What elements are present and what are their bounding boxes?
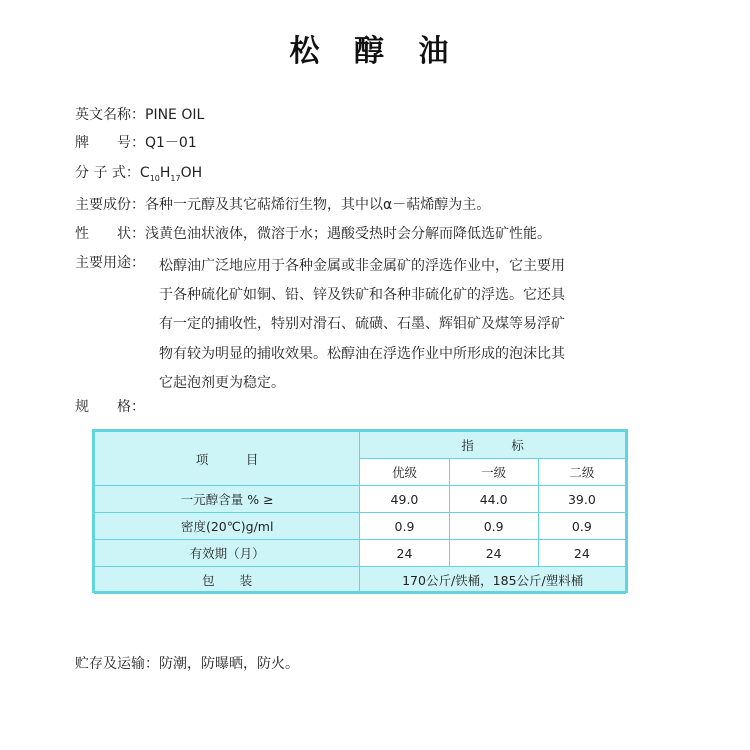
cell-value: 24 [538, 540, 625, 567]
usage-text [159, 252, 565, 398]
table-row [95, 567, 626, 594]
grade-second: 二级 [538, 459, 625, 486]
english-name-label: 英文名称： [75, 107, 145, 123]
formula-sub-2: 17 [170, 173, 181, 183]
storage-value: 防潮，防曝晒，防火。 [159, 656, 299, 672]
table-row [95, 540, 626, 567]
index-header: 指 标 [360, 432, 626, 459]
english-name-row [75, 104, 204, 124]
usage-line: 松醇油广泛地应用于各种金属或非金属矿的浮选作业中，它主要用 [159, 258, 565, 274]
formula-c: C [139, 165, 150, 181]
property-value: 浅黄色油状液体，微溶于水；遇酸受热时会分解而降低选矿性能。 [145, 226, 551, 242]
row-name: 密度(20℃)g/ml [95, 513, 360, 540]
packing-value: 170公斤/铁桶，185公斤/塑料桶 [360, 567, 626, 594]
composition-label: 主要成份： [75, 197, 145, 213]
english-name-value: PINE OIL [145, 107, 205, 123]
spec-table [92, 429, 628, 593]
table-row [95, 486, 626, 513]
usage-line: 有一定的捕收性，特别对滑石、硫磺、石墨、辉钼矿及煤等易浮矿 [159, 316, 565, 333]
page-title: 松 醇 油 [289, 34, 461, 69]
packing-label: 包 装 [95, 567, 360, 594]
property-row [75, 223, 551, 243]
formula-sub-1: 10 [149, 173, 160, 183]
usage-line: 于各种硫化矿如铜、铅、锌及铁矿和各种非硫化矿的浮选。它还具 [159, 287, 565, 304]
formula-h: H [159, 165, 171, 181]
brand-value: Q1－01 [145, 135, 197, 151]
formula-oh: OH [180, 165, 203, 181]
composition-row [75, 194, 490, 214]
spec-label: 规 格： [75, 399, 145, 415]
row-name: 有效期（月） [95, 540, 360, 567]
cell-value: 44.0 [449, 486, 538, 513]
table-row [95, 513, 626, 540]
brand-row [75, 132, 197, 152]
cell-value: 0.9 [360, 513, 449, 540]
property-label: 性 状： [75, 226, 145, 242]
cell-value: 49.0 [360, 486, 449, 513]
storage-label: 贮存及运输： [75, 656, 159, 672]
usage-line: 它起泡剂更为稳定。 [159, 374, 285, 391]
row-name: 一元醇含量 % ≥ [95, 486, 360, 513]
item-header: 项 目 [95, 432, 360, 486]
grade-premium: 优级 [360, 459, 449, 486]
usage-line: 物有较为明显的捕收效果。松醇油在浮选作业中所形成的泡沫比其 [159, 345, 565, 362]
grade-first: 一级 [449, 459, 538, 486]
usage-label: 主要用途： [75, 255, 145, 271]
formula-label: 分 子 式： [75, 165, 140, 181]
brand-label: 牌 号： [75, 135, 145, 151]
cell-value: 39.0 [538, 486, 625, 513]
cell-value: 0.9 [449, 513, 538, 540]
cell-value: 0.9 [538, 513, 625, 540]
cell-value: 24 [360, 540, 449, 567]
composition-value: 各种一元醇及其它萜烯衍生物，其中以α－萜烯醇为主。 [145, 197, 491, 213]
storage-row [75, 653, 299, 673]
cell-value: 24 [449, 540, 538, 567]
formula-row [75, 162, 202, 183]
